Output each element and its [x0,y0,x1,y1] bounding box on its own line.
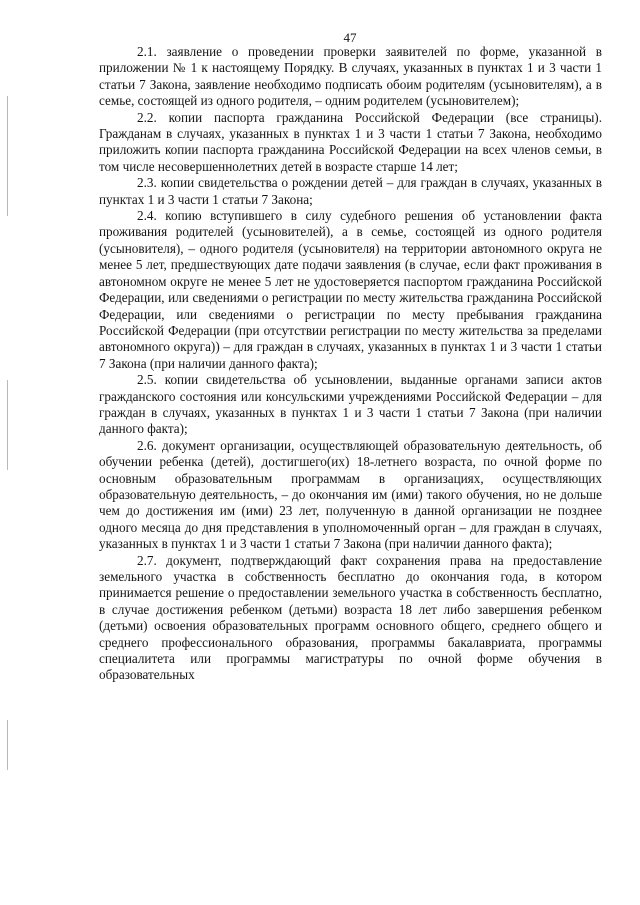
paragraph-2-1: 2.1. заявление о проведении проверки заявителей по форме, указанной в приложении № 1 к настоящему Порядку. В случаях, указанных в пунктах 1 и 3 части 1 статьи 7 Закона, заявление необходимо подписать обоим родителям (усыновителям), а в семье, состоящей из одного родителя, – одним родителем (усыновителем); [99,44,602,109]
paragraph-2-2: 2.2. копии паспорта гражданина Российской Федерации (все страницы). Гражданам в случаях, указанных в пунктах 1 и 3 части 1 статьи 7 Закона, необходимо приложить копии паспорта гражданина Российской Федерации на всех членов семьи, в том числе несовершеннолетних детей в возрасте старше 14 лет; [99,109,602,174]
page-number: 47 [343,30,357,45]
paragraph-2-3: 2.3. копии свидетельства о рождении детей – для граждан в случаях, указанных в пунктах 1 и 3 части 1 статьи 7 Закона; [99,175,602,207]
scan-edge-mark [7,96,8,216]
paragraph-2-6: 2.6. документ организации, осуществляющей образовательную деятельность, об обучении ребенка (детей), достигшего(их) 18-летнего возраста, по очной форме по основным образовательным программам в организациях, осуществляющих образовательную деятельность, – до окончания им (ими) такого обучения, но не дольше чем до достижения им (ими) 23 лет, полученную в данной организации не позднее одного месяца до дня представления в уполномоченный орган – для граждан в случаях, указанных в пунктах 1 и 3 части 1 статьи 7 Закона (при наличии данного факта); [99,437,602,552]
document-body [99,44,602,684]
paragraph-2-7: 2.7. документ, подтверждающий факт сохранения права на предоставление земельного участка в собственность бесплатно до окончания года, в котором принимается решение о предоставлении земельного участка в собственность бесплатно, в случае достижения ребенком (детьми) возраста 18 лет либо завершения ребенком (детьми) освоения образовательных программ основного общего, среднего общего и среднего профессионального образования, программы бакалавриата, программы специалитета или программы магистратуры по очной форме обучения в образовательных [99,552,602,683]
scan-edge-mark [7,720,8,770]
paragraph-2-4: 2.4. копию вступившего в силу судебного решения об установлении факта проживания родителей (усыновителей), а в семье, состоящей из одного родителя (усыновителя), – одного родителя (усыновителя) на территории автономного округа не менее 5 лет, предшествующих дате подачи заявления (в случае, если факт проживания в автономном округе не менее 5 лет не удостоверяется паспортом гражданина Российской Федерации, или сведениями о регистрации по месту жительства гражданина Российской Федерации, или сведениями о регистрации по месту пребывания гражданина Российской Федерации (при отсутствии регистрации по месту жительства за пределами автономного округа)) – для граждан в случаях, указанных в пунктах 1 и 3 части 1 статьи 7 Закона (при наличии данного факта); [99,208,602,371]
scan-edge-mark [7,380,8,470]
paragraph-2-5: 2.5. копии свидетельства об усыновлении, выданные органами записи актов гражданского состояния или консульскими учреждениями Российской Федерации – для граждан в случаях, указанных в пунктах 1 и 3 части 1 статьи 7 Закона (при наличии данного факта); [99,372,602,437]
